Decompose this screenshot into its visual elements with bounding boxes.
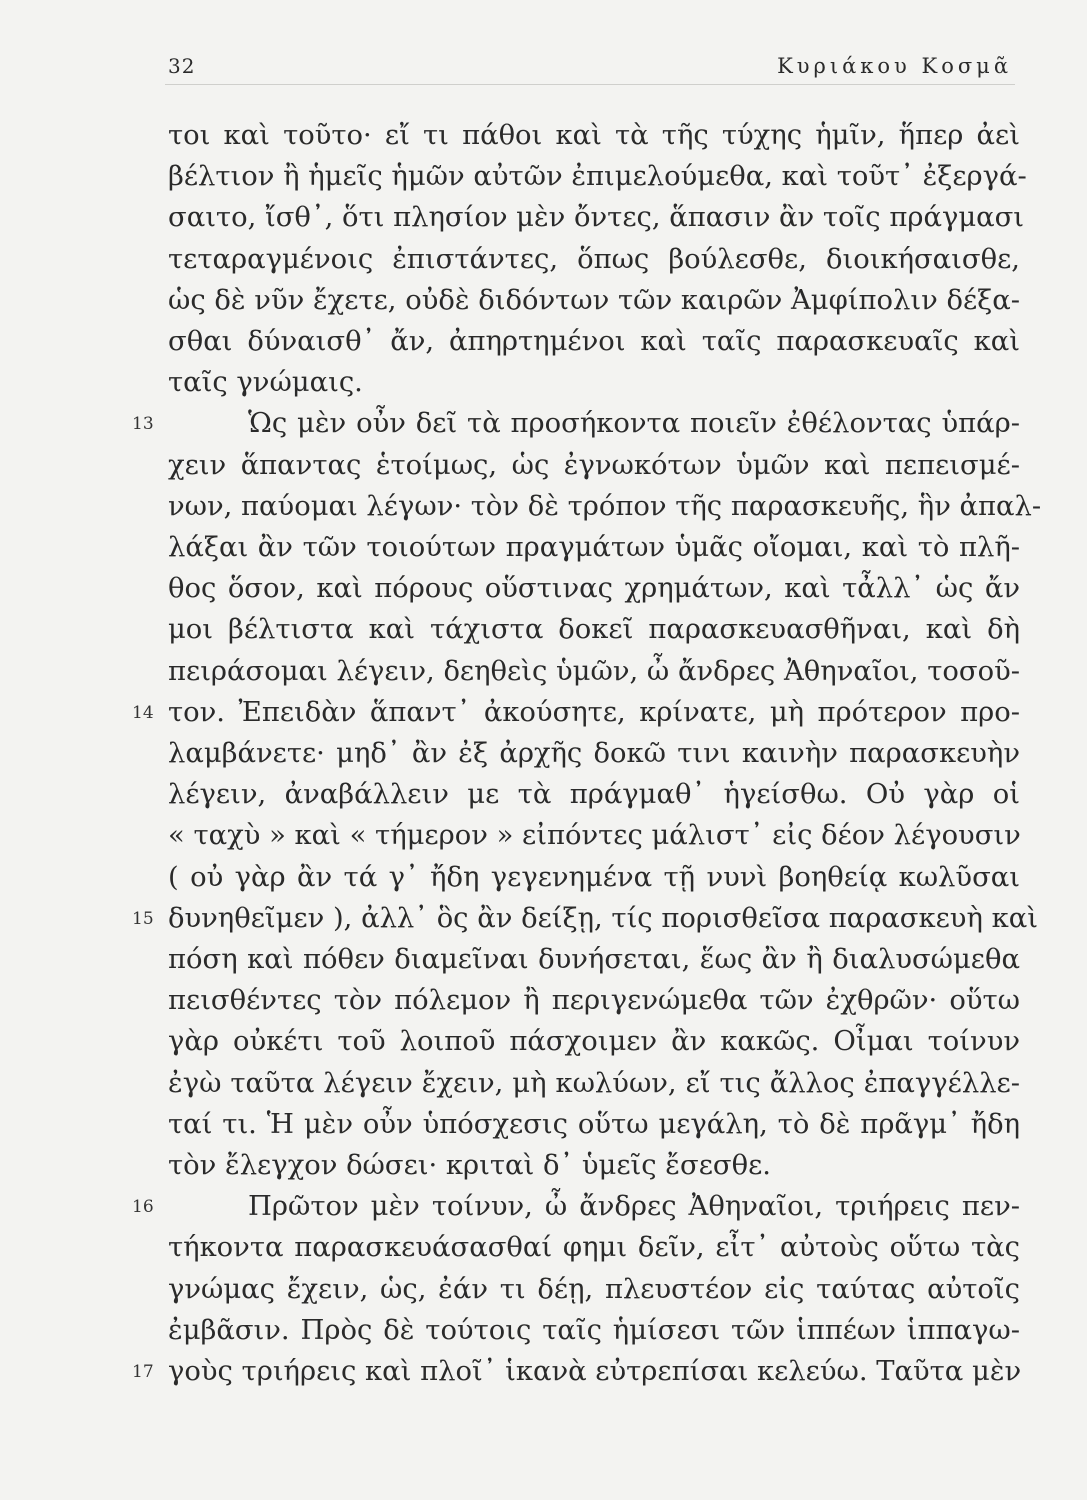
text-line: τεταραγμένοις ἐπιστάντες, ὅπως βούλεσθε, διοικήσαισθε, (168, 243, 1020, 275)
text-line: σαιτο, ἴσθ᾽, ὅτι πλησίον μὲν ὄντες, ἅπασιν ἂν τοῖς πράγμασι (168, 202, 1025, 234)
text-line: λαμβάνετε· μηδ᾽ ἂν ἐξ ἀρχῆς δοκῶ τινι καινὴν παρασκευὴν (168, 738, 1020, 769)
section-number: 15 (132, 908, 154, 929)
text-line: σθαι δύναισθ᾽ ἄν, ἀπηρτημένοι καὶ ταῖς παρασκευαῖς καὶ (168, 326, 1020, 357)
text-line: γὰρ οὐκέτι τοῦ λοιποῦ πάσχοιμεν ἂν κακῶς. Οἶμαι τοίνυν (168, 1026, 1020, 1058)
text-line: τήκοντα παρασκευάσασθαί φημι δεῖν, εἶτ᾽ αὐτοὺς οὕτω τὰς (168, 1232, 1020, 1264)
section-number: 14 (132, 702, 154, 723)
text-line: νων, παύομαι λέγων· τὸν δὲ τρόπον τῆς παρασκευῆς, ἣν ἀπαλ- (168, 490, 1042, 522)
text-line: μοι βέλτιστα καὶ τάχιστα δοκεῖ παρασκευασθῆναι, καὶ δὴ (168, 614, 1020, 646)
text-line: γοὺς τριήρεις καὶ πλοῖ᾽ ἱκανὰ εὐτρεπίσαι κελεύω. Ταῦτα μὲν (168, 1356, 1022, 1387)
running-head: Κυριάκου Κοσμᾶ (777, 54, 1012, 78)
text-line: Ὡς μὲν οὖν δεῖ τὰ προσήκοντα ποιεῖν ἐθέλοντας ὑπάρ- (248, 408, 1020, 440)
text-line: « ταχὺ » καὶ « τήμερον » εἰπόντες μάλιστ᾽ εἰς δέον λέγουσιν (168, 820, 1021, 852)
text-line: θος ὅσον, καὶ πόρους οὕστινας χρημάτων, καὶ τἆλλ᾽ ὡς ἄν (168, 573, 1020, 605)
text-line: πειράσομαι λέγειν, δεηθεὶς ὑμῶν, ὦ ἄνδρες Ἀθηναῖοι, τοσοῦ- (168, 655, 1020, 687)
text-line: ἐμβᾶσιν. Πρὸς δὲ τούτοις ταῖς ἡμίσεσι τῶν ἱππέων ἱππαγω- (168, 1314, 1020, 1346)
text-line: Πρῶτον μὲν τοίνυν, ὦ ἄνδρες Ἀθηναῖοι, τριήρεις πεν- (248, 1191, 1020, 1223)
text-line: τοι καὶ τοῦτο· εἴ τι πάθοι καὶ τὰ τῆς τύχης ἡμῖν, ἥπερ ἀεὶ (168, 120, 1020, 151)
text-line: χειν ἅπαντας ἑτοίμως, ὡς ἐγνωκότων ὑμῶν καὶ πεπεισμέ- (168, 449, 1020, 481)
text-line: ταῖς γνώμαις. (168, 367, 363, 399)
text-line: ἐγὼ ταῦτα λέγειν ἔχειν, μὴ κωλύων, εἴ τις ἄλλος ἐπαγγέλλε- (168, 1067, 1020, 1099)
text-line: πεισθέντες τὸν πόλεμον ἢ περιγενώμεθα τῶν ἐχθρῶν· οὕτω (168, 985, 1020, 1017)
text-line: λέγειν, ἀναβάλλειν με τὰ πράγμαθ᾽ ἡγείσθω. Οὐ γὰρ οἱ (168, 779, 1020, 811)
text-line: γνώμας ἔχειν, ὡς, ἐάν τι δέῃ, πλευστέον εἰς ταύτας αὐτοῖς (168, 1273, 1020, 1305)
section-number: 13 (132, 414, 154, 435)
text-line: ὡς δὲ νῦν ἔχετε, οὐδὲ διδόντων τῶν καιρῶν Ἀμφίπολιν δέξα- (168, 284, 1020, 316)
text-line: λάξαι ἂν τῶν τοιούτων πραγμάτων ὑμᾶς οἴομαι, καὶ τὸ πλῆ- (168, 532, 1020, 563)
text-line: βέλτιον ἢ ἡμεῖς ἡμῶν αὐτῶν ἐπιμελούμεθα, καὶ τοῦτ᾽ ἐξεργά- (168, 161, 1027, 193)
text-line: πόση καὶ πόθεν διαμεῖναι δυνήσεται, ἕως ἂν ἢ διαλυσώμεθα (168, 944, 1020, 975)
page-header (165, 52, 1015, 85)
section-number: 17 (132, 1362, 154, 1382)
section-number: 16 (132, 1197, 154, 1218)
text-line: ταί τι. Ἡ μὲν οὖν ὑπόσχεσις οὕτω μεγάλη, τὸ δὲ πρᾶγμ᾽ ἤδη (168, 1108, 1020, 1140)
text-line: τον. Ἐπειδὰν ἅπαντ᾽ ἀκούσητε, κρίνατε, μὴ πρότερον προ- (168, 696, 1020, 728)
text-line: τὸν ἔλεγχον δώσει· κριταὶ δ᾽ ὑμεῖς ἔσεσθε. (168, 1150, 771, 1181)
page-number: 32 (168, 54, 196, 78)
text-line: δυνηθεῖμεν ), ἀλλ᾽ ὃς ἂν δείξῃ, τίς πορισθεῖσα παρασκευὴ καὶ (168, 902, 1038, 934)
text-line: ( οὐ γὰρ ἂν τά γ᾽ ἤδη γεγενημένα τῇ νυνὶ βοηθείᾳ κωλῦσαι (168, 861, 1020, 893)
